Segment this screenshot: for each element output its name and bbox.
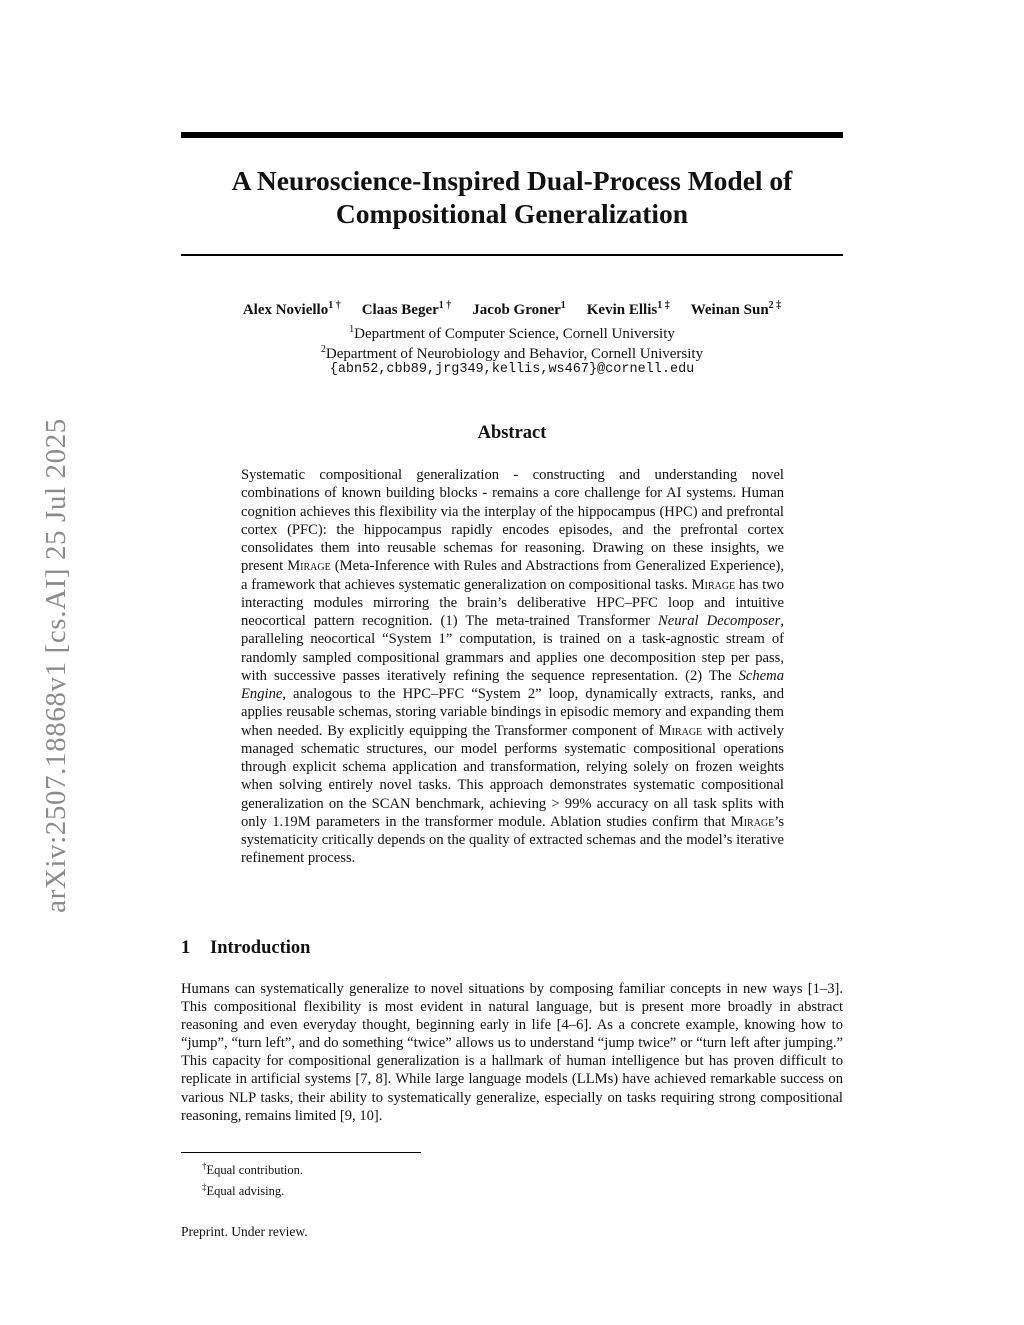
author-list <box>160 300 864 319</box>
abstract-body: Systematic compositional generalization - constructing and understanding novel combinations of known building blocks - remains a core challenge for AI systems. Human cognition achieves this flexibility via the interplay of the hippocampus (HPC) and prefrontal cortex (PFC): the hippocampus rapidly encodes episodes, and the prefrontal cortex consolidates them into reusable schemas for reasoning. Drawing on these insights, we present Mirage (Meta-Inference with Rules and Abstractions from Generalized Experience), a framework that achieves systematic generalization on compositional tasks. Mirage has two interacting modules mirroring the brain’s deliberative HPC–PFC loop and intuitive neocortical pattern recognition. (1) The meta-trained Transformer Neural Decomposer, paralleling neocortical “System 1” computation, is trained on a task-agnostic stream of randomly sampled compositional grammars and applies one decomposition step per pass, with successive passes iteratively refining the sequence representation. (2) The Schema Engine, analogous to the HPC–PFC “System 2” loop, dynamically extracts, ranks, and applies reusable schemas, storing variable bindings in episodic memory and expanding them when needed. By explicitly equipping the Transformer component of Mirage with actively managed schematic structures, our model performs systematic compositional operations through explicit schema application and transformation, relying solely on frozen weights when solving entirely novel tasks. This approach demonstrates systematic compositional generalization on the SCAN benchmark, achieving > 99% accuracy on all task splits with only 1.19M parameters in the transformer module. Ablation studies confirm that Mirage’s systematicity critically depends on the quality of extracted schemas and the model’s iterative refinement process. <box>241 467 785 867</box>
author: Kevin Ellis$^{1 \ddagger}$ <box>586 300 670 318</box>
schema-engine-term: Schema Engine <box>241 667 784 702</box>
footnote: †Equal contribution. <box>202 1161 304 1178</box>
mirage-name: Mirage <box>691 576 736 593</box>
email-text: {abn52,cbb89,jrg349,kellis,ws467}@cornell.edu <box>329 362 695 377</box>
mirage-name: Mirage <box>287 558 331 575</box>
neural-decomposer-term: Neural Decomposer <box>658 613 781 629</box>
affiliation-2: $^2$Department of Neurobiology and Behavior, Cornell University <box>320 344 704 362</box>
author: Weinan Sun$^{2 \ddagger}$ <box>690 300 782 318</box>
arxiv-id-text: arXiv:2507.18868v1 [cs.AI] 25 Jul 2025 <box>39 417 72 913</box>
title-bottom-rule <box>181 254 843 256</box>
page-footer: Preprint. Under review. <box>181 1224 308 1239</box>
affiliation-1: $^1$Department of Computer Science, Cornell University <box>349 324 675 342</box>
author: Claas Beger$^{1 \dagger}$ <box>361 300 452 318</box>
arxiv-identifier <box>26 385 86 945</box>
author-emails <box>181 358 843 380</box>
footnotes <box>202 1158 303 1200</box>
section-heading-introduction: 1 Introduction <box>181 938 311 958</box>
author: Alex Noviello$^{1 \dagger}$ <box>242 300 341 318</box>
title-line-2: Compositional Generalization <box>335 198 689 229</box>
mirage-name: Mirage <box>730 813 775 830</box>
title-top-rule <box>181 132 843 138</box>
footnote: ‡Equal advising. <box>202 1182 285 1199</box>
introduction-paragraph: Humans can systematically generalize to novel situations by composing familiar concepts in new ways [1–3]. This compositional flexibility is most evident in natural language, but is present more broadly in abstract reasoning and even everyday thought, beginning early in life [4–6]. As a concrete example, knowing how to “jump”, “turn left”, and do something “twice” allows us to understand “jump twice” or “turn left after jumping.” This capacity for compositional generalization is a hallmark of human intelligence but has proven difficult to replicate in artificial systems [7, 8]. While large language models (LLMs) have achieved remarkable success on various NLP tasks, their ability to systematically generalize, especially on tasks requiring strong compositional reasoning, remains limited [9, 10]. <box>181 981 843 1124</box>
paper-title <box>181 164 843 230</box>
title-line-1: A Neuroscience-Inspired Dual-Process Model of <box>231 165 793 196</box>
author: Jacob Groner$^1$ <box>472 300 566 318</box>
mirage-name: Mirage <box>658 722 703 739</box>
abstract-heading: Abstract <box>477 423 547 443</box>
footnote-rule <box>181 1152 421 1153</box>
